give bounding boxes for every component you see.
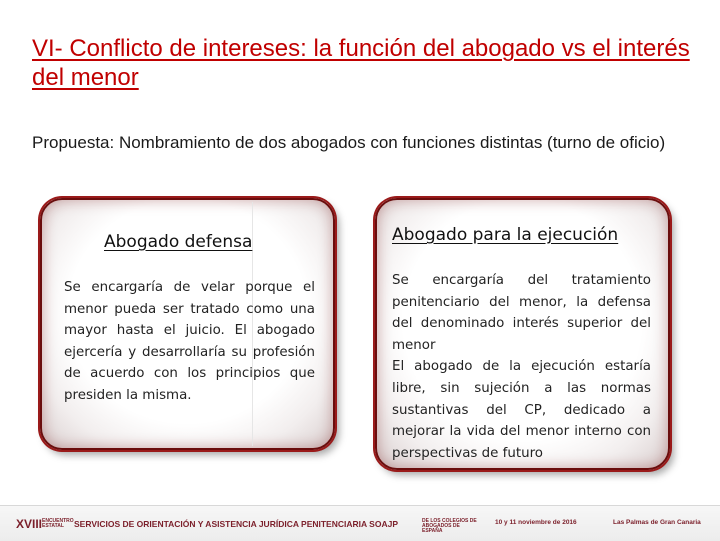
footer-edition-small: ENCUENTRO ESTATAL (42, 518, 74, 529)
card-text-defensa: Se encargaría de velar porque el menor pueda ser tratado como una mayor hasta el juicio. El abogado ejercería y desarrollaría su profesión de acuerdo con los principios que presiden la misma. (64, 280, 315, 403)
card-title-ejecucion: Abogado para la ejecución (392, 225, 619, 245)
card-text-ejecucion (392, 270, 651, 464)
card-text-ejecucion-p2: El abogado de la ejecución estaría libre, sin sujeción a las normas sustantivas del CP, dedicado a mejorar la vida del menor interno con perspectivas de futuro (392, 359, 651, 461)
footer-org-small: DE LOS COLEGIOS DE ABOGADOS DE ESPAÑA (422, 518, 477, 534)
footer-dates: 10 y 11 noviembre de 2016 (495, 519, 577, 526)
slide-title: VI- Conflicto de intereses: la función del abogado vs el interés del menor (32, 35, 690, 91)
slide-subtitle: Propuesta: Nombramiento de dos abogados con funciones distintas (turno de oficio) (32, 133, 666, 152)
footer-edition: XVIII (16, 517, 43, 531)
footer-event: SERVICIOS DE ORIENTACIÓN Y ASISTENCIA JURÍDICA PENITENCIARIA SOAJP (74, 519, 398, 529)
footer-place: Las Palmas de Gran Canaria (613, 519, 701, 526)
card-text-ejecucion-p1: Se encargaría del tratamiento penitenciario del menor, la defensa del denominado interés superior del menor (392, 273, 651, 353)
card-title-defensa: Abogado defensa (104, 232, 253, 252)
footer-banner (0, 505, 720, 541)
